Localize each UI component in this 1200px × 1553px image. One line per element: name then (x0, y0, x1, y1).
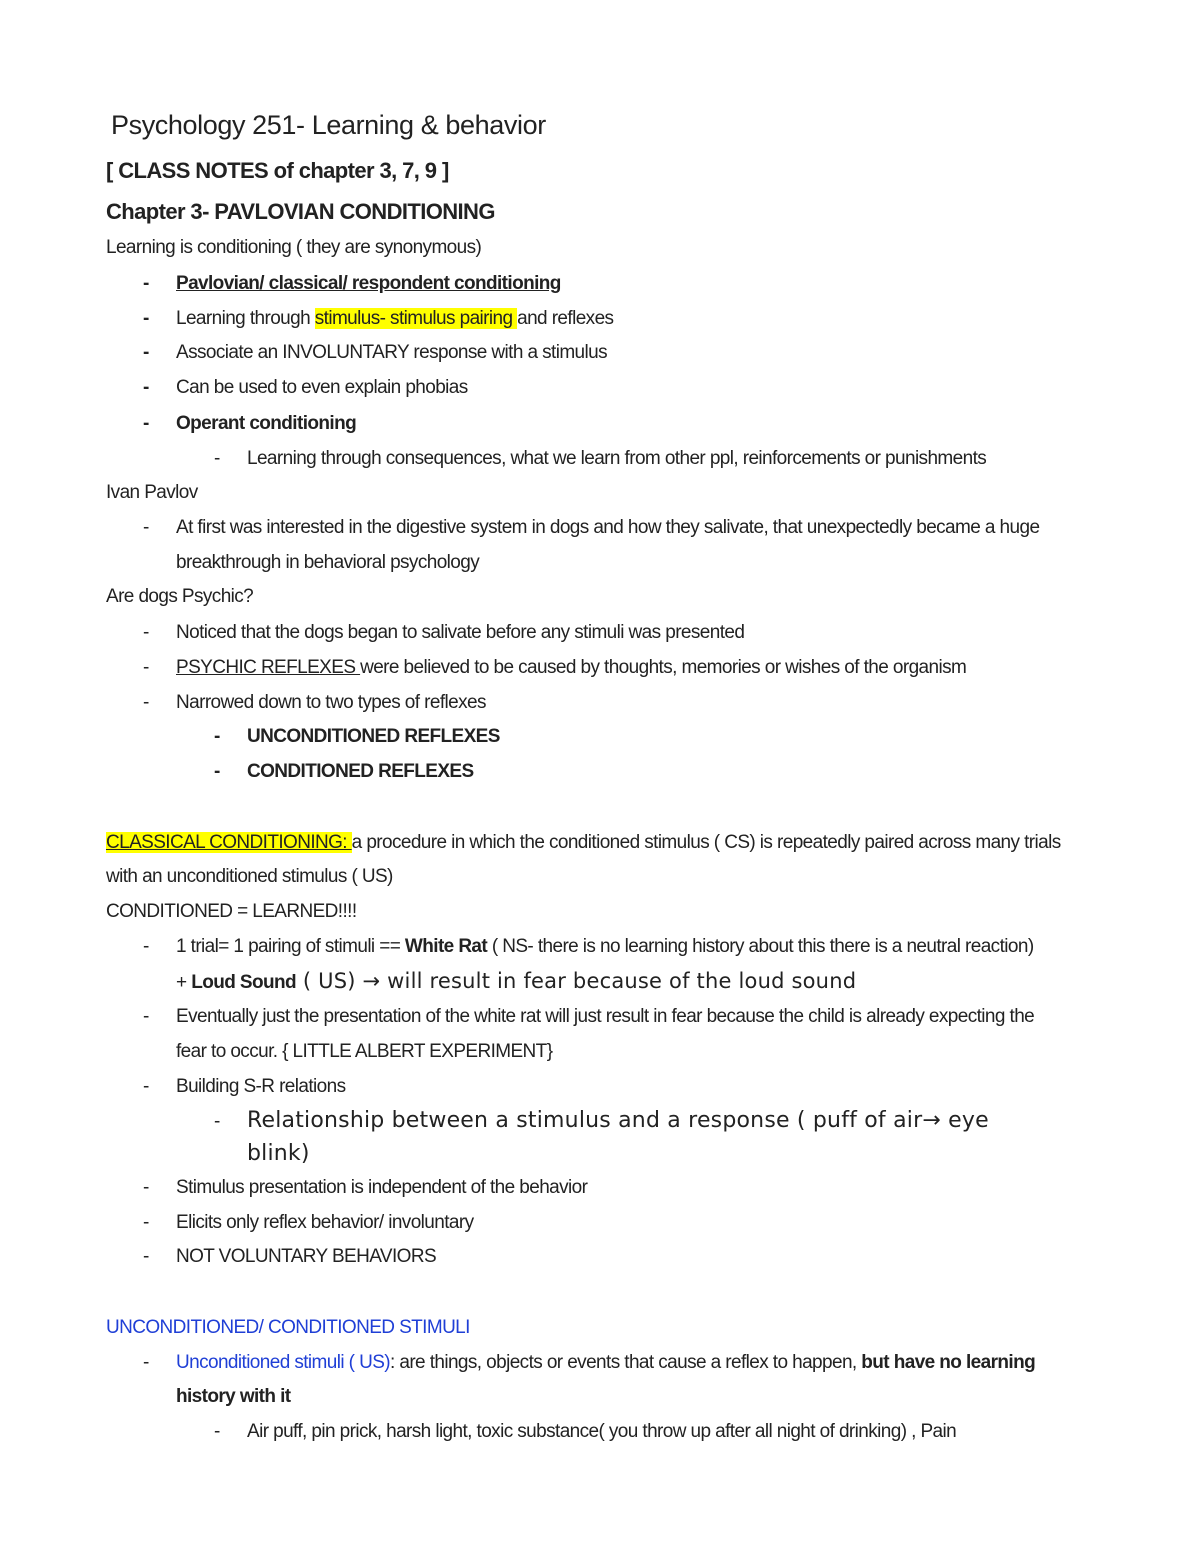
loud-sound-term: Loud Sound (191, 972, 296, 993)
bullet-dash: - (143, 1006, 150, 1027)
bullet-dash: - (143, 1352, 150, 1373)
not-voluntary-line: NOT VOLUNTARY BEHAVIORS (176, 1246, 437, 1267)
bullet-dash: - (143, 692, 150, 713)
doc-title: Psychology 251- Learning & behavior (111, 110, 546, 140)
eventually-line2: fear to occur. { LITTLE ALBERT EXPERIMENT} (176, 1041, 553, 1062)
pavlov-item-line1: At first was interested in the digestive system in dogs and how they salivate, that unexpectedly became a huge (176, 517, 1040, 538)
bullet-dash: - (143, 517, 150, 538)
us-definition-line1 (176, 1348, 1100, 1378)
chapter-heading: Chapter 3- PAVLOVIAN CONDITIONING (106, 199, 495, 224)
bullet-dash: - (143, 622, 150, 643)
white-rat-term: White Rat (404, 936, 488, 957)
pavlov-item-line2: breakthrough in behavioral psychology (176, 552, 480, 573)
text-span: and reflexes (517, 308, 614, 329)
building-line: Building S-R relations (176, 1076, 346, 1097)
doc-subtitle: [ CLASS NOTES of chapter 3, 7, 9 ] (106, 158, 449, 183)
bullet-dash: - (214, 448, 221, 469)
bullet-dash: - (143, 377, 150, 398)
bullet-dash: - (214, 1421, 221, 1442)
bullet-dash: - (214, 726, 221, 747)
text-span: ( US) → will result in fear because of the loud sound (296, 969, 857, 993)
us-examples-line: Air puff, pin prick, harsh light, toxic substance( you throw up after all night of drinking) , Pain (247, 1421, 957, 1442)
learned-line: CONDITIONED = LEARNED!!!! (106, 901, 357, 922)
eventually-line1: Eventually just the presentation of the white rat will just result in fear because the child is already expecting the (176, 1006, 1035, 1027)
text-span: were believed to be caused by thoughts, memories or wishes of the organism (360, 657, 967, 678)
learning-through-line (176, 304, 1100, 334)
classical-conditioning-term: CLASSICAL CONDITIONING: (106, 832, 352, 853)
classical-def-line2: with an unconditioned stimulus ( US) (106, 866, 393, 887)
conditioned-reflexes: CONDITIONED REFLEXES (247, 761, 474, 782)
noticed-line: Noticed that the dogs began to salivate before any stimuli was presented (176, 622, 745, 643)
relationship-line1: Relationship between a stimulus and a response ( puff of air→ eye (247, 1108, 989, 1133)
bullet-dash: - (143, 1177, 150, 1198)
bullet-dash: - (214, 1111, 221, 1132)
bullet-dash: - (143, 308, 150, 329)
bullet-dash: - (143, 342, 150, 363)
us-term: Unconditioned stimuli ( US) (176, 1352, 390, 1373)
bullet-dash: - (143, 273, 150, 294)
text-span: Learning through (176, 308, 315, 329)
trial-line (176, 932, 1100, 962)
pavlovian-term: Pavlovian/ classical/ respondent conditioning (176, 273, 561, 294)
relationship-line2: blink) (247, 1141, 310, 1166)
classical-def-line1 (106, 828, 1100, 858)
highlighted-term: stimulus- stimulus pairing (314, 308, 518, 329)
psychic-heading: Are dogs Psychic? (106, 586, 254, 607)
pavlov-heading: Ivan Pavlov (106, 482, 198, 503)
psychic-reflexes-line (176, 653, 1100, 683)
us-definition-line2: history with it (176, 1386, 291, 1407)
text-span: but have no learning (861, 1352, 1036, 1373)
text-span: + (176, 972, 192, 993)
bullet-dash: - (143, 413, 150, 434)
text-span: : are things, objects or events that cause a reflex to happen, (390, 1352, 862, 1373)
text-span: ( NS- there is no learning history about this there is a neutral reaction) (487, 936, 1034, 957)
intro-line: Learning is conditioning ( they are synonymous) (106, 237, 482, 258)
bullet-dash: - (143, 657, 150, 678)
stimuli-heading: UNCONDITIONED/ CONDITIONED STIMULI (106, 1317, 470, 1338)
unconditioned-reflexes: UNCONDITIONED REFLEXES (247, 726, 500, 747)
psychic-reflexes-term: PSYCHIC REFLEXES (176, 657, 361, 678)
operant-term: Operant conditioning (176, 413, 357, 434)
elicits-line: Elicits only reflex behavior/ involuntary (176, 1212, 474, 1233)
independent-line: Stimulus presentation is independent of the behavior (176, 1177, 588, 1198)
narrowed-line: Narrowed down to two types of reflexes (176, 692, 486, 713)
bullet-dash: - (214, 761, 221, 782)
bullet-dash: - (143, 1076, 150, 1097)
text-span: a procedure in which the conditioned stimulus ( CS) is repeatedly paired across many trials (351, 832, 1061, 853)
bullet-dash: - (143, 1246, 150, 1267)
operant-sub-line: Learning through consequences, what we learn from other ppl, reinforcements or punishments (247, 448, 987, 469)
bullet-dash: - (143, 1212, 150, 1233)
associate-line: Associate an INVOLUNTARY response with a stimulus (176, 342, 608, 363)
loud-sound-line (176, 966, 1100, 998)
phobias-line: Can be used to even explain phobias (176, 377, 468, 398)
bullet-dash: - (143, 936, 150, 957)
text-span: 1 trial= 1 pairing of stimuli == (176, 936, 405, 957)
